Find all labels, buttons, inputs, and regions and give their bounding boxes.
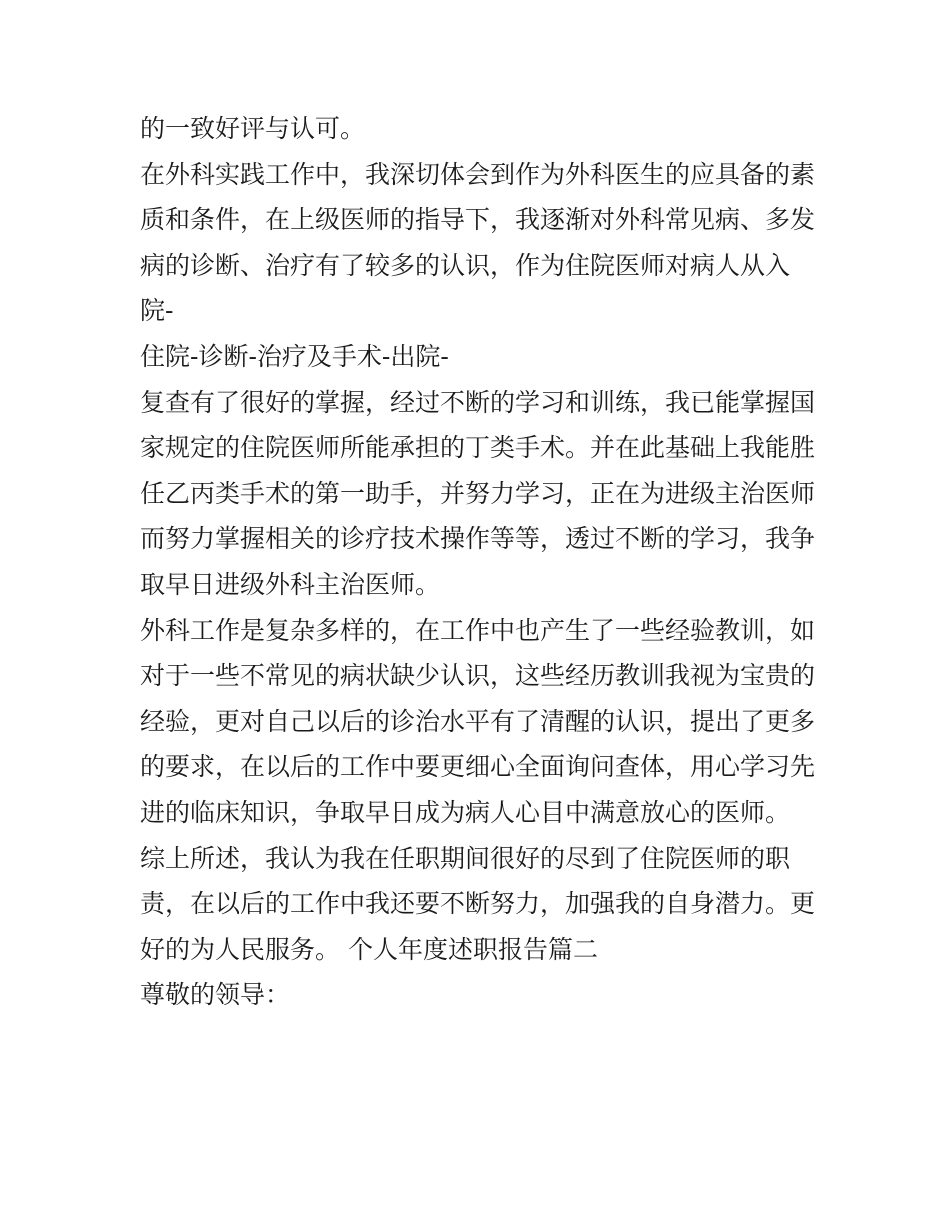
text-line: 尊敬的领导： xyxy=(140,980,291,1010)
text-line: 任乙丙类手术的第一助手，并努力学习，正在为进级主治医师 xyxy=(140,478,816,508)
text-line: 的一致好评与认可。 xyxy=(140,114,366,143)
text-line: 外科工作是复杂多样的，在工作中也产生了一些经验教训，如 xyxy=(140,615,816,645)
text-line: 对于一些不常见的病状缺少认识，这些经历教训我视为宝贵的 xyxy=(140,661,816,691)
text-line: 在外科实践工作中，我深切体会到作为外科医生的应具备的素 xyxy=(140,159,816,189)
text-line: 好的为人民服务。 个人年度述职报告篇二 xyxy=(140,934,598,964)
document-body xyxy=(140,106,830,1018)
text-line: 综上所述，我认为我在任职期间很好的尽到了住院医师的职 xyxy=(140,843,791,873)
text-line: 经验，更对自己以后的诊治水平有了清醒的认识，提出了更多 xyxy=(140,706,816,736)
text-line: 进的临床知识，争取早日成为病人心目中满意放心的医师。 xyxy=(140,797,791,827)
text-line: 院- xyxy=(140,296,174,326)
text-line: 复查有了很好的掌握，经过不断的学习和训练，我已能掌握国 xyxy=(140,387,816,417)
text-line: 而努力掌握相关的诊疗技术操作等等，透过不断的学习，我争 xyxy=(140,524,816,554)
text-line: 取早日进级外科主治医师。 xyxy=(140,569,441,599)
text-line: 的要求，在以后的工作中要更细心全面询问查体，用心学习先 xyxy=(140,752,816,782)
text-line: 责，在以后的工作中我还要不断努力，加强我的自身潜力。更 xyxy=(140,889,816,919)
text-line: 家规定的住院医师所能承担的丁类手术。并在此基础上我能胜 xyxy=(140,433,816,463)
text-line: 住院-诊断-治疗及手术-出院- xyxy=(140,341,449,371)
text-line: 质和条件，在上级医师的指导下，我逐渐对外科常见病、多发 xyxy=(140,205,816,235)
text-line: 病的诊断、治疗有了较多的认识，作为住院医师对病人从入 xyxy=(140,250,791,280)
